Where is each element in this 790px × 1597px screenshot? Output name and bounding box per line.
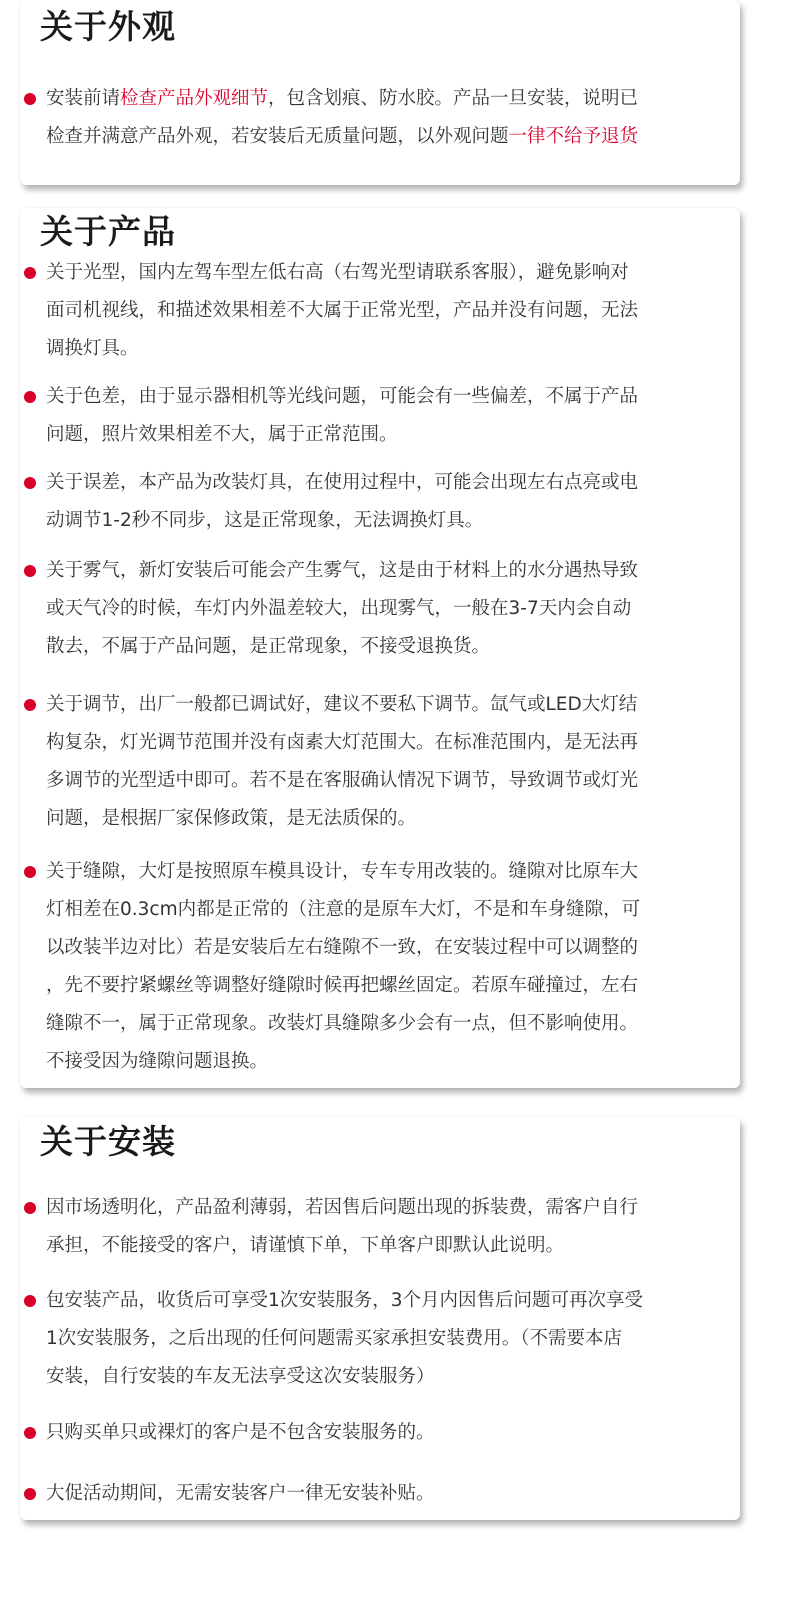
text-line	[46, 1414, 736, 1452]
bullet-icon	[24, 866, 36, 878]
body-text: 关于误差，本产品为改装灯具，在使用过程中，可能会出现左右点亮或电	[46, 472, 639, 493]
item-text	[46, 853, 736, 1081]
text-line	[46, 929, 736, 967]
body-text: 只购买单只或裸灯的客户是不包含安装服务的。	[46, 1422, 435, 1443]
body-text: 关于缝隙，大灯是按照原车模具设计，专车专用改装的。缝隙对比原车大	[46, 861, 639, 882]
body-text: 构复杂，灯光调节范围并没有卤素大灯范围大。在标准范围内，是无法再	[46, 732, 639, 753]
bullet-icon	[24, 699, 36, 711]
text-line	[46, 292, 736, 330]
section-product	[20, 208, 740, 1088]
body-text: 关于调节，出厂一般都已调试好，建议不要私下调节。氙气或LED大灯结	[46, 694, 638, 715]
text-line	[46, 967, 736, 1005]
bullet-icon	[24, 267, 36, 279]
text-line	[46, 1043, 736, 1081]
body-text: 安装，自行安装的车友无法享受这次安装服务）	[46, 1366, 435, 1387]
body-text: 包安装产品，收货后可享受1次安装服务，3个月内因售后问题可再次享受	[46, 1290, 644, 1311]
text-line	[46, 502, 736, 540]
bullet-icon	[24, 565, 36, 577]
body-text: 安装前请	[46, 88, 121, 109]
text-line	[46, 686, 736, 724]
bullet-icon	[24, 477, 36, 489]
body-text: 关于光型，国内左驾车型左低右高（右驾光型请联系客服），避免影响对	[46, 262, 629, 283]
text-line	[46, 1282, 736, 1320]
body-text: 以改装半边对比）若是安装后左右缝隙不一致，在安装过程中可以调整的	[46, 937, 639, 958]
body-text: 大促活动期间，无需安装客户一律无安装补贴。	[46, 1483, 435, 1504]
text-line	[46, 590, 736, 628]
bullet-icon	[24, 93, 36, 105]
item-text	[46, 1189, 736, 1265]
section-title: 关于外观	[40, 7, 176, 46]
item-text	[46, 686, 736, 838]
text-line	[46, 724, 736, 762]
text-line	[46, 853, 736, 891]
body-text: 因市场透明化，产品盈利薄弱，若因售后问题出现的拆装费，需客户自行	[46, 1197, 639, 1218]
text-line	[46, 1320, 736, 1358]
body-text: 面司机视线，和描述效果相差不大属于正常光型，产品并没有问题，无法	[46, 300, 639, 321]
text-line	[46, 464, 736, 502]
text-line	[46, 800, 736, 838]
text-line	[46, 628, 736, 666]
text-line	[46, 1189, 736, 1227]
body-text: ，包含划痕、防水胶。产品一旦安装，说明已	[268, 88, 639, 109]
body-text: 不接受因为缝隙问题退换。	[46, 1051, 269, 1072]
section-appearance	[20, 0, 740, 185]
bullet-icon	[24, 1427, 36, 1439]
body-text: 关于色差，由于显示器相机等光线问题，可能会有一些偏差，不属于产品	[46, 386, 639, 407]
section-installation	[20, 1117, 740, 1520]
text-line	[46, 416, 736, 454]
body-text: 或天气冷的时候，车灯内外温差较大，出现雾气，一般在3-7天内会自动	[46, 598, 632, 619]
bullet-icon	[24, 391, 36, 403]
text-line	[46, 378, 736, 416]
bullet-icon	[24, 1295, 36, 1307]
body-text: 多调节的光型适中即可。若不是在客服确认情况下调节，导致调节或灯光	[46, 770, 639, 791]
section-title: 关于安装	[40, 1122, 176, 1161]
item-text	[46, 1282, 736, 1396]
text-line	[46, 330, 736, 368]
body-text: 承担，不能接受的客户，请谨慎下单，下单客户即默认此说明。	[46, 1235, 565, 1256]
text-line	[46, 1358, 736, 1396]
body-text: 散去，不属于产品问题，是正常现象，不接受退换货。	[46, 636, 491, 657]
item-text	[46, 1475, 736, 1513]
body-text: 调换灯具。	[46, 338, 139, 359]
body-text: 问题，是根据厂家保修政策，是无法质保的。	[46, 808, 417, 829]
text-line	[46, 552, 736, 590]
bullet-icon	[24, 1202, 36, 1214]
body-text: 问题，照片效果相差不大，属于正常范围。	[46, 424, 398, 445]
body-text: 灯相差在0.3cm内都是正常的（注意的是原车大灯，不是和车身缝隙，可	[46, 899, 641, 920]
bullet-icon	[24, 1488, 36, 1500]
body-text: 关于雾气，新灯安装后可能会产生雾气，这是由于材料上的水分遇热导致	[46, 560, 639, 581]
item-text	[46, 254, 736, 368]
body-text: 检查并满意产品外观，若安装后无质量问题，以外观问题	[46, 126, 509, 147]
item-text	[46, 464, 736, 540]
text-line	[46, 1475, 736, 1513]
body-text: ，先不要拧紧螺丝等调整好缝隙时候再把螺丝固定。若原车碰撞过，左右	[46, 975, 639, 996]
text-line	[46, 1227, 736, 1265]
text-line	[46, 118, 736, 156]
text-line	[46, 891, 736, 929]
item-text	[46, 552, 736, 666]
highlight-text: 检查产品外观细节	[120, 88, 269, 109]
text-line	[46, 762, 736, 800]
item-text	[46, 378, 736, 454]
section-title: 关于产品	[40, 212, 176, 251]
text-line	[46, 80, 736, 118]
highlight-text: 一律不给予退货	[508, 126, 639, 147]
item-text	[46, 1414, 736, 1452]
body-text: 缝隙不一，属于正常现象。改装灯具缝隙多少会有一点，但不影响使用。	[46, 1013, 639, 1034]
body-text: 1次安装服务，之后出现的任何问题需买家承担安装费用。（不需要本店	[46, 1328, 623, 1349]
text-line	[46, 1005, 736, 1043]
body-text: 动调节1-2秒不同步，这是正常现象，无法调换灯具。	[46, 510, 484, 531]
text-line	[46, 254, 736, 292]
item-text	[46, 80, 736, 156]
